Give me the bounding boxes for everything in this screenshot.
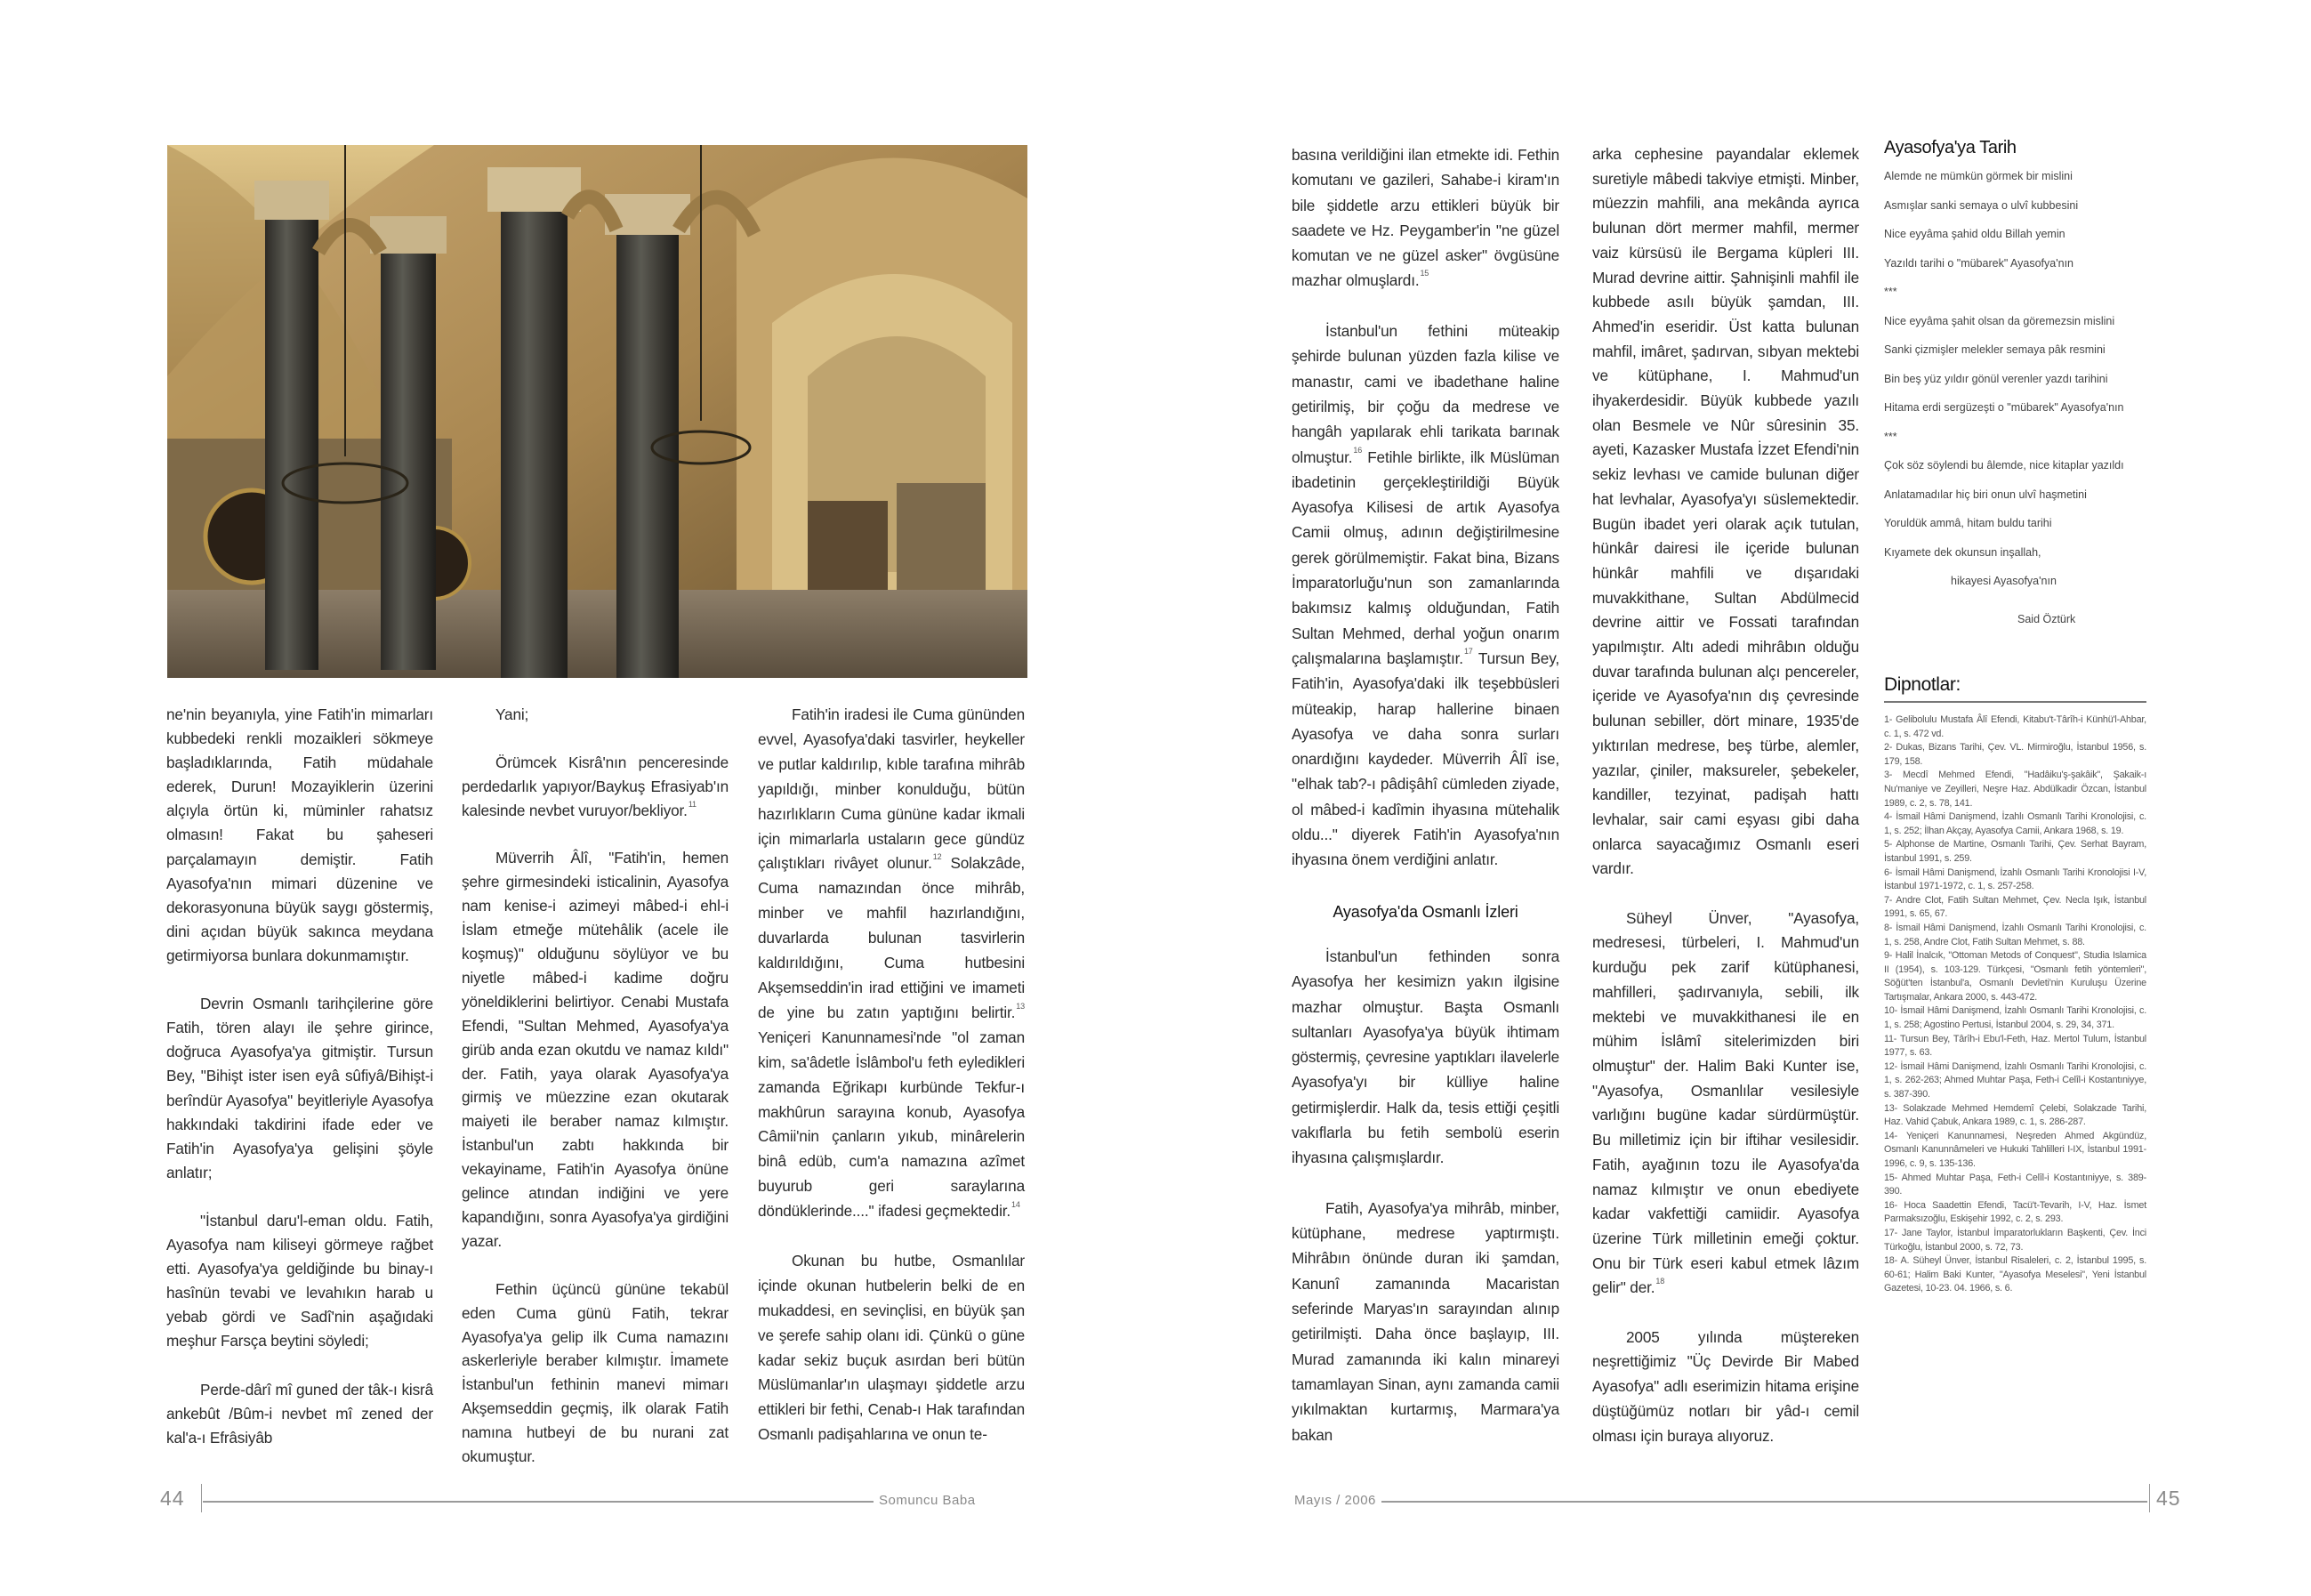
footnote-item: 15- Ahmed Muhtar Paşa, Feth-i Celîl-i Kostantıniyye, s. 389-390. <box>1884 1172 2146 1197</box>
footnote-item: 1- Gelibolulu Mustafa Âlî Efendi, Kitabu't-Târîh-i Künhü'l-Ahbar, c. 1, s. 472 vd. <box>1884 714 2146 739</box>
poem-line: Yoruldük ammâ, hitam buldu tarihi <box>1884 517 2052 529</box>
footnote-item: 13- Solakzade Mehmed Hemdemî Çelebi, Solakzade Tarihi, Haz. Vahid Çabuk, Ankara 1989, c. 1, s. 286-287. <box>1884 1102 2146 1128</box>
footer-divider <box>201 1484 202 1512</box>
poem-sidebar <box>1884 138 2151 625</box>
footnote-item: 17- Jane Taylor, İstanbul İmparatorlukların Başkenti, Çev. İnci Türkoğlu, İstanbul 2000, s. 72, 73. <box>1884 1227 2146 1253</box>
poem-line: Sanki çizmişler melekler semaya pâk resmini <box>1884 343 2106 356</box>
footer-rule-left <box>203 1501 874 1503</box>
footnote-item: 7- Andre Clot, Fatih Sultan Mehmet, Çev. Necla Işık, İstanbul 1991, s. 65, 67. <box>1884 894 2146 920</box>
footnote-item: 11- Tursun Bey, Târîh-i Ebu'l-Feth, Haz. Mertol Tulum, İstanbul 1977, s. 63. <box>1884 1033 2146 1059</box>
footnote-item: 14- Yeniçeri Kanunnamesi, Neşreden Ahmed Akgündüz, Osmanlı Kanunnâmeleri ve Hukuki Tahlilleri I-IX, İstanbul 1991-1996, c. 9, s. 135-136. <box>1884 1130 2146 1169</box>
right-page-number: 45 <box>2156 1487 2181 1510</box>
paragraph-text: Solakzâde, Cuma namazından önce mihrâb, minber ve mahfil hazırlandığını, duvarlarda bulunan tasvirlerin kaldırıldığını, Cuma hutbesini Akşemseddin'in irad ettiğini ve imameti de yine bu zatın yaptığını belirtir. <box>758 854 1025 1021</box>
footnote-item: 12- İsmail Hâmi Danişmend, İzahlı Osmanlı Tarihi Kronolojisi, c. 1, s. 262-263; Ahmed Muhtar Paşa, Feth-i Celîl-i Kostantıniyye, s. 387-390. <box>1884 1060 2146 1100</box>
paragraph-text: Örümcek Kisrâ'nın penceresinde perdedarlık yapıyor/Baykuş Efrasiyab'ın kalesinde nevbet vuruyor/bekliyor. <box>462 753 729 819</box>
footnote-item: 8- İsmail Hâmi Danişmend, İzahlı Osmanlı Tarihi Kronolojisi, c. 1, s. 258, Andre Clot, Fatih Sultan Mehmet, s. 88. <box>1884 922 2146 947</box>
footnote-item: 10- İsmail Hâmi Danişmend, İzahlı Osmanlı Tarihi Kronolojisi, c. 1, s. 258; Agostino Pertusi, İstanbul 2004, s. 29, 34, 371. <box>1884 1005 2146 1031</box>
paragraph-text: Fatih'in iradesi ile Cuma gününden evvel, Ayasofya'daki tasvirler, heykeller ve putlar kaldırılıp, kıble tarafına mihrâb yapıldığı, minber konulduğu, bütün hazırlıkların Cuma gününe kadar ikmali için mimarlarla ustaların gece gündüz çalıştıkları rivâyet olunur. <box>758 705 1025 873</box>
footnote-ref[interactable]: 16 <box>1353 445 1363 455</box>
footnote-ref[interactable]: 12 <box>932 852 942 862</box>
paragraph-text: basına verildiğini ilan etmekte idi. Fethin komutanı ve gazileri, Sahabe-i kiram'ın bile şiddetle arzu ettikleri büyük bir saadete ve Hz. Peygamber'in "ne güzel komutan ve ne güzel asker" övgüsüne mazhar olmuşlardı. <box>1292 146 1559 290</box>
footnote-item: 6- İsmail Hâmi Danişmend, İzahlı Osmanlı Tarihi Kronolojisi I-V, İstanbul 1971-1972, c. 1, s. 257-258. <box>1884 867 2146 892</box>
footnote-item: 16- Hoca Saadettin Efendi, Tacü't-Tevarih, I-V, Haz. İsmet Parmaksızoğlu, Eskişehir 1992, c. 2, s. 293. <box>1884 1199 2146 1225</box>
poem-author: Said Öztürk <box>2017 612 2076 625</box>
right-page-column-1 <box>1292 142 1559 1472</box>
poem-line: Asmışlar sanki semaya o ulvî kubbesini <box>1884 198 2079 212</box>
persian-verse: Perde-dârî mî guned der tâk-ı kisrâ ankebût /Bûm-i nevbet mî zened der kal'a-ı Efrâsiyâb <box>166 1380 433 1447</box>
poem-line: Çok söz söylendi bu âlemde, nice kitaplar yazıldı <box>1884 459 2124 472</box>
issue-date: Mayıs / 2006 <box>1294 1493 1376 1508</box>
footnote-item: 4- İsmail Hâmi Danişmend, İzahlı Osmanlı Tarihi Kronolojisi, c. 1, s. 252; İlhan Akçay, Ayasofya Camii, Ankara 1968, s. 19. <box>1884 811 2146 836</box>
paragraph <box>758 703 1025 1224</box>
paragraph: Devrin Osmanlı tarihçilerine göre Fatih, tören alayı ile şehre girince, doğruca Ayasofya'ya gitmiştir. Tursun Bey, "Bihişt ister isen eyâ sûfiyâ/Bihişt-i berîndür Ayasofya" beyitleriyle Ayasofya hakkındaki takdirini ifade eder ve Fatih'in Ayasofya'ya gelişini şöyle anlatır; <box>166 995 433 1181</box>
paragraph <box>462 846 729 1253</box>
paragraph-text: Yani; <box>495 705 529 723</box>
left-page-number: 44 <box>160 1487 185 1510</box>
poem-title: Ayasofya'ya Tarih <box>1884 138 2017 157</box>
poem-last-line: hikayesi Ayasofya'nın <box>1951 575 2057 587</box>
footnote-ref[interactable]: 15 <box>1420 269 1429 278</box>
left-page-column-3 <box>758 703 1025 1472</box>
paragraph-text: Müverrih Âlî, "Fatih'in, hemen şehre girmesindeki isticalinin, Ayasofya nam kenise-i azimeyi mâbed-i ehl-i İslam etmeğe mütehâlik (acele ile koşmuş)" olduğunu söylüyor ve bu niyetle mâbed-i kadime doğru yöneldiklerini belirtiyor. Cenabi Mustafa Efendi, "Sultan Mehmed, Ayasofya'ya girüb anda ezan okutdu ve namaz kıldı" der. Fatih, yaya olarak Ayasofya'ya girmiş ve müezzine ezan okutarak maiyeti ile beraber namaz kılmıştır. İstanbul'un zabtı hakkında bir vekayiname, Fatih'in Ayasofya önüne gelince atından indiğini ve yere kapandığını, sonra Ayasofya'ya girdiğini yazar. <box>462 849 729 1250</box>
poem-line: Alemde ne mümkün görmek bir mislini <box>1884 170 2073 182</box>
footnote-ref[interactable]: 11 <box>688 799 697 809</box>
right-page-column-2 <box>1592 142 1859 1473</box>
poem-line: *** <box>1884 286 1897 298</box>
footer-divider <box>2149 1484 2150 1512</box>
footnote-item: 5- Alphonse de Martine, Osmanlı Tarihi, Çev. Serhat Bayram, İstanbul 1991, s. 259. <box>1884 839 2146 864</box>
paragraph-text: Fethin üçüncü gününe tekabül eden Cuma günü Fatih, tekrar Ayasofya'ya gelip ilk Cuma namazını askerleriyle beraber kılmıştır. İmamete İstanbul'un fethinin manevi mimarı Akşemseddin geçmiş, ilk olarak Fatih namına hutbeyi de bu nurani zat okumuştur. <box>462 1279 729 1466</box>
footnote-item: 2- Dukas, Bizans Tarihi, Çev. VL. Mirmiroğlu, İstanbul 1956, s. 179, 158. <box>1884 742 2146 767</box>
paragraph-text: İstanbul'un fethini müteakip şehirde bulunan yüzden fazla kilise ve manastır, cami ve ibadethane haline getirilmiş, bir çoğu da medrese ve hangâh yapılarak ehli tarikata barınak olmuştur. <box>1292 322 1559 466</box>
paragraph-text: Yeniçeri Kanunnamesi'nde "ol zaman kim, sa'âdetle İslâmbol'u feth eyledikleri zamanda Eğrikapı kurbünde Tekfur-ı makhûrun sarayına konub, Ayasofya Câmii'nin çanların yıkub, minârelerin binâ edüb, cum'a namazına azîmet buyurub geri saraylarına döndüklerinde...." ifadesi geçmektedir. <box>758 1028 1025 1221</box>
paragraph: Okunan bu hutbe, Osmanlılar içinde okunan hutbelerin belki de en mukaddesi, en sevinçlisi, en büyük şan ve şerefe sahip olanı idi. Çünkü o güne kadar sekiz buçuk asırdan beri bütün Müslümanlar'ın ulaşmayı şiddetle arzu ettikleri bir fethi, Cenab-ı Hak tarafından Osmanlı padişahlarına ve onun te- <box>758 1251 1025 1444</box>
poem-lines <box>1884 168 2151 573</box>
footnote-ref[interactable]: 17 <box>1463 646 1473 656</box>
paragraph-text: Tursun Bey, Fatih'in, Ayasofya'daki ilk teşebbüsleri müteakip, harap hallerine binaen Ayasofya ve daha sonra surları onardığını kaydeder. Müverrih Âlî ise, "elhak tab?-ı pâdişâhî cümleden ziyade, ol mâbed-i kadîmin ihyasına mütehalik oldu..." diyerek Fatih'in Ayasofya'nın ihyasına önem verdiğini anlatır. <box>1292 649 1559 869</box>
paragraph-text: Süheyl Ünver, "Ayasofya, medresesi, türbeleri, I. Mahmud'un kurduğu pek zarif kütüphanesi, mahfilleri, şadırvanıyla, sebili, ilk mektebi ve muvakkithanesi ile en mühim İslâmî sitelerimizden biri olmuştur" der. Halim Baki Kunter ise, "Ayasofya, Osmanlılar vesilesiyle varlığını bugüne kadar sürdürmüştür. Bu milletimiz için bir iftihar vesilesidir. Fatih, ayağının tozu ile Ayasofya'da namaz kılmıştır ve onun ebediyete kadar vakfettiği camiidir. Ayasofya üzerine Türk milletinin emeği çoktur. Onu bir Türk eseri kabul etmek lâzım gelir" der. <box>1592 908 1859 1297</box>
footnotes-title: Dipnotlar: <box>1884 674 1961 695</box>
footnotes-divider <box>1884 701 2146 703</box>
footnote-item: 9- Halil İnalcık, "Ottoman Metods of Conquest", Studia Islamica II (1954), s. 103-129. Türkçesi, "Osmanlı fetih yöntemleri", Söğüt'ten İstanbul'a, Osmanlı Devleti'nin Kuruluşu Üzerine Tartışmalar, Ankara 2000, s. 443-472. <box>1884 950 2146 1003</box>
poem-line: Bin beş yüz yıldır gönül verenler yazdı tarihini <box>1884 372 2108 385</box>
paragraph-text: Fetihle birlikte, ilk Müslüman ibadetinin gerçekleştirildiği Büyük Ayasofya Kilisesi de artık Ayasofya Camii olmuş, adının değiştirilmesine gerek görülmemiştir. Fakat bina, Bizans İmparatorluğu'nun son zamanlarında bakımsız kalmış olduğundan, Fatih Sultan Mehmed, derhal yoğun onarım çalışmalarına başlamıştır. <box>1292 447 1559 667</box>
poem-line: Hitama erdi sergüzeşti o "mübarek" Ayasofya'nın <box>1884 401 2124 414</box>
poem-line: Kıyamete dek okunsun inşallah, <box>1884 545 2041 559</box>
magazine-name: Somuncu Baba <box>879 1493 976 1508</box>
footnote-ref[interactable]: 18 <box>1655 1277 1665 1286</box>
paragraph: Fatih, Ayasofya'ya mihrâb, minber, kütüphane, medrese yaptırmıştı. Mihrâbın önünde duran iki şamdan, Kanunî zamanında Macaristan seferinde Maryas'ın sarayından alınıp getirilmişti. Daha önce başlayıp, III. Murad zamanında iki kalın minareyi tamamlayan Sinan, aynı zamanda camii yıkılmaktan kurtarmış, Marmara'ya bakan <box>1292 1198 1559 1444</box>
paragraph <box>1292 142 1559 294</box>
poem-line: Yazıldı tarihi o "mübarek" Ayasofya'nın <box>1884 256 2073 270</box>
footnotes-list <box>1884 713 2146 1296</box>
footnote-item: 3- Mecdî Mehmed Efendi, "Hadâiku'ş-şakâik", Şakaik-ı Nu'maniye ve Zeyilleri, Neşre Haz. Abdülkadir Özcan, İstanbul 1989, c. 2, s. 78, 141. <box>1884 770 2146 809</box>
left-page-column-2 <box>462 703 729 1493</box>
interior-photo-illustration <box>167 145 1027 678</box>
footnotes-section <box>1884 674 2151 1296</box>
footnote-item: 18- A. Süheyl Ünver, İstanbul Risaleleri, c. 2, İstanbul 1995, s. 60-61; Halim Baki Kunter, "Ayasofya Meselesi", Yeni İstanbul Gazetesi, 10-23. 04. 1966, s. 6. <box>1884 1255 2146 1294</box>
footer-rule-right <box>1381 1501 2147 1503</box>
paragraph <box>462 703 729 727</box>
paragraph: arka cephesine payandalar eklemek suretiyle mâbedi takviye etmişti. Minber, müezzin mahfili, ana mekânda ayrıca bulunan dört mermer mahfil, mermer vaiz kürsüsü ile Bergama küpleri III. Murad devrine aittir. Şahnişinli mahfil ile kubbede asılı büyük şamdan, III. Ahmed'in eseridir. Üst katta bulunan mahfil, imâret, şadırvan, sıbyan mektebi ve kütüphane, I. Mahmud'un ihyakerdesidir. Büyük kubbede yazılı olan Besmele ve Nûr sûresinin 35. ayeti, Kazasker Mustafa İzzet Efendi'nin sekiz levhası ve camide bulunan diğer hat levhalar, Ayasofya'yı süslemektedir. Bugün ibadet yeri olarak açık tutulan, hünkâr dairesi ile içeride bulunan hünkâr mahfili ve dışarıdaki muvakkithane, Sultan Abdülmecid devrine aittir ve Fossati tarafından yapılmıştır. Altı adedi mihrâbın olduğu duvar tarafında bulunan alçı pencereler, içeride ve Ayasofya'nın dış çevresinde bulunan sebiller, dört minare, 1935'de yıktırılan medrese, beş türbe, alemler, yazılar, çiniler, maksureler, şebekeler, kandiller, tezyinat, padişah hattı levhalar, sair cami eşyası gibi daha onlarca sayacağımız Osmanlı eseri vardır. <box>1592 145 1859 878</box>
paragraph <box>1592 907 1859 1301</box>
poem-line: Anlatamadılar hiç biri onun ulvî haşmetini <box>1884 488 2087 501</box>
poem-line: *** <box>1884 430 1897 443</box>
footnote-ref[interactable]: 14 <box>1011 1200 1020 1210</box>
paragraph <box>462 1278 729 1469</box>
quote-paragraph: "İstanbul daru'l-eman oldu. Fatih, Ayasofya nam kiliseyi görmeye rağbet etti. Ayasofya'ya geldiğinde bu binay-ı hasînün tevabi ve levahıkın harab u yebab gördi ve Sadî'nin aşağıdaki meşhur Farsça beytini söyledi; <box>166 1211 433 1350</box>
paragraph <box>462 751 729 823</box>
poem-line: Nice eyyâma şahit olsan da göremezsin mislini <box>1884 314 2115 327</box>
paragraph: 2005 yılında müştereken neşrettiğimiz "Üç Devirde Bir Mabed Ayasofya" adlı eserimizin hitama erişine düştüğümüz notları bir yâd-ı cemil olması için buraya alıyoruz. <box>1592 1327 1859 1445</box>
poem-line: Nice eyyâma şahid oldu Billah yemin <box>1884 228 2065 240</box>
footnote-ref[interactable]: 13 <box>1016 1001 1025 1011</box>
paragraph <box>1292 318 1559 873</box>
paragraph: İstanbul'un fethinden sonra Ayasofya her kesimizn yakın ilgisine mazhar olmuştur. Başta Osmanlı sultanları Ayasofya'ya büyük ihtimam göstermiş, çevresine yaptıkları ilavelerle Ayasofya'yı bir külliye haline getirmişlerdir. Halk da, tesis ettiği çeşitli vakıflarla bu fetih sembolü eserin ihyasına çalışmışlardır. <box>1292 947 1559 1167</box>
section-subheading: Ayasofya'da Osmanlı İzleri <box>1333 902 1518 921</box>
paragraph: ne'nin beyanıyla, yine Fatih'in mimarları kubbedeki renkli mozaikleri sökmeye başladıklarında, Fatih müdahale ederek, Durun! Mozayiklerin üzerini alçıyla örtün ki, müminler rahatsız olmasın! Fakat bu şaheseri parçalamayın demiştir. Fatih Ayasofya'nın mimari düzenine ve dekorasyonuna büyük saygı göstermiş, dini açıdan büyük sakınca meydana getirmiyorsa bunlara dokunmamıştır. <box>166 705 433 964</box>
hagia-sophia-interior-photo <box>167 145 1027 678</box>
left-page-column-1 <box>166 703 433 1474</box>
